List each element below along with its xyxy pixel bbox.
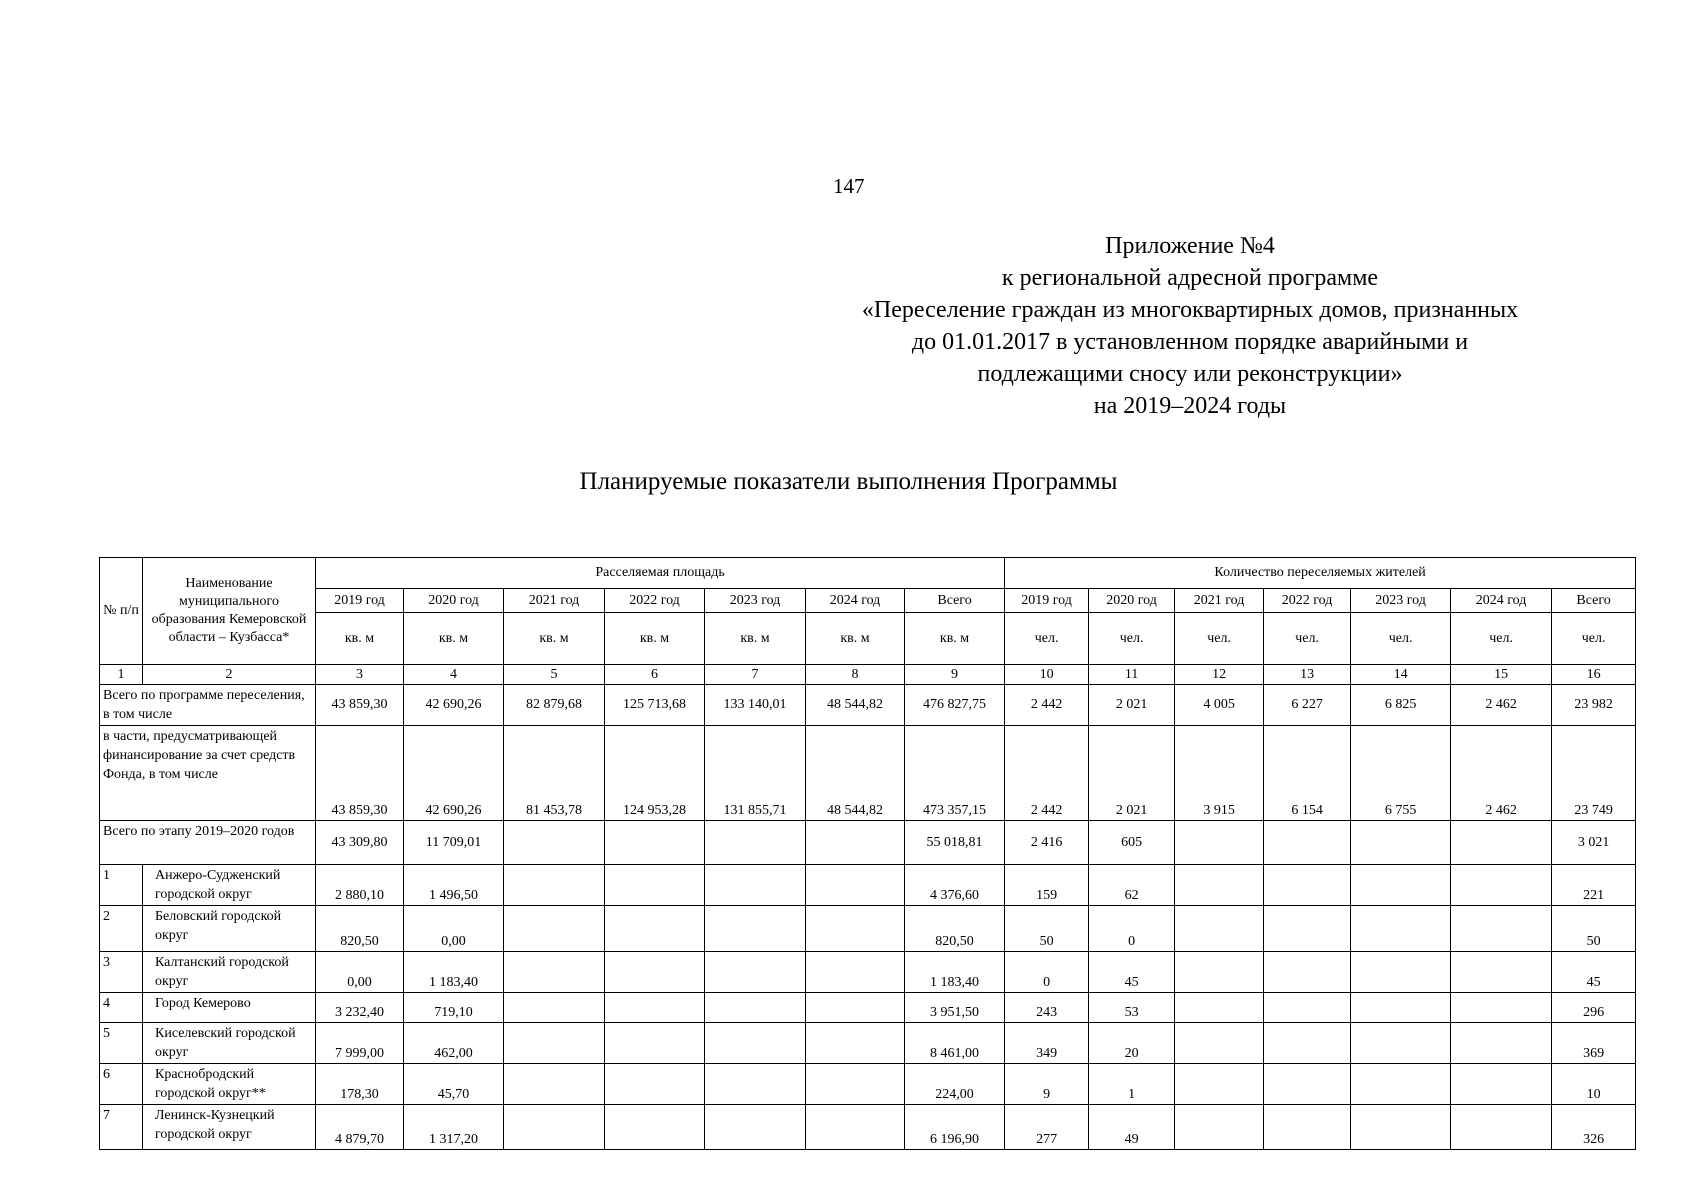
header-area-year: 2023 год bbox=[705, 589, 806, 613]
area-cell bbox=[705, 906, 806, 952]
area-cell: 43 309,80 bbox=[316, 821, 404, 865]
residents-cell: 6 825 bbox=[1351, 685, 1451, 726]
residents-cell bbox=[1351, 1064, 1451, 1105]
residents-cell: 277 bbox=[1005, 1105, 1089, 1150]
table-row bbox=[100, 1023, 1636, 1064]
residents-cell: 296 bbox=[1552, 993, 1636, 1023]
area-cell: 0,00 bbox=[316, 952, 404, 993]
municipality-name: Ленинск-Кузнецкий городской округ bbox=[143, 1105, 316, 1150]
header-residents-year: 2024 год bbox=[1451, 589, 1552, 613]
area-cell bbox=[504, 1105, 605, 1150]
row-number: 5 bbox=[100, 1023, 143, 1064]
residents-cell bbox=[1264, 906, 1351, 952]
area-cell: 43 859,30 bbox=[316, 726, 404, 821]
area-cell: 11 709,01 bbox=[404, 821, 504, 865]
header-residents-year: 2021 год bbox=[1175, 589, 1264, 613]
document-title: Планируемые показатели выполнения Программы bbox=[579, 468, 1118, 495]
header-residents-year: Всего bbox=[1552, 589, 1636, 613]
municipality-name: Город Кемерово bbox=[143, 993, 316, 1023]
residents-cell bbox=[1351, 1023, 1451, 1064]
residents-cell bbox=[1175, 821, 1264, 865]
header-residents-unit: чел. bbox=[1451, 613, 1552, 665]
appendix-line: до 01.01.2017 в установленном порядке аварийными и bbox=[911, 329, 1469, 355]
header-area-year: 2020 год bbox=[404, 589, 504, 613]
appendix-line: к региональной адресной программе bbox=[1001, 265, 1379, 291]
area-cell: 462,00 bbox=[404, 1023, 504, 1064]
area-cell bbox=[504, 906, 605, 952]
residents-cell: 6 755 bbox=[1351, 726, 1451, 821]
residents-cell: 605 bbox=[1089, 821, 1175, 865]
header-residents-unit: чел. bbox=[1552, 613, 1636, 665]
residents-cell bbox=[1351, 906, 1451, 952]
area-cell bbox=[806, 952, 905, 993]
header-years-row bbox=[100, 589, 1636, 613]
area-cell: 4 879,70 bbox=[316, 1105, 404, 1150]
header-col-number: 3 bbox=[316, 665, 404, 685]
header-residents-unit: чел. bbox=[1351, 613, 1451, 665]
area-cell: 43 859,30 bbox=[316, 685, 404, 726]
area-cell: 3 951,50 bbox=[905, 993, 1005, 1023]
header-residents-unit: чел. bbox=[1005, 613, 1089, 665]
header-area-unit: кв. м bbox=[605, 613, 705, 665]
residents-cell bbox=[1451, 993, 1552, 1023]
residents-cell: 0 bbox=[1005, 952, 1089, 993]
header-residents-unit: чел. bbox=[1264, 613, 1351, 665]
residents-cell bbox=[1451, 952, 1552, 993]
appendix-line: на 2019–2024 годы bbox=[1093, 393, 1287, 419]
area-cell bbox=[806, 821, 905, 865]
residents-cell: 2 442 bbox=[1005, 685, 1089, 726]
area-cell: 42 690,26 bbox=[404, 726, 504, 821]
row-number: 3 bbox=[100, 952, 143, 993]
residents-cell: 53 bbox=[1089, 993, 1175, 1023]
header-colnum-row bbox=[100, 665, 1636, 685]
area-cell: 1 183,40 bbox=[905, 952, 1005, 993]
area-cell bbox=[504, 821, 605, 865]
residents-cell bbox=[1175, 1105, 1264, 1150]
header-area-year: 2022 год bbox=[605, 589, 705, 613]
summary-row bbox=[100, 821, 1636, 865]
residents-cell bbox=[1351, 952, 1451, 993]
summary-label: Всего по программе переселения, в том числе bbox=[100, 685, 316, 726]
area-cell bbox=[504, 1023, 605, 1064]
residents-cell bbox=[1351, 865, 1451, 906]
area-cell: 55 018,81 bbox=[905, 821, 1005, 865]
header-area-unit: кв. м bbox=[905, 613, 1005, 665]
area-cell bbox=[705, 1105, 806, 1150]
area-cell bbox=[705, 865, 806, 906]
area-cell bbox=[705, 1023, 806, 1064]
area-cell bbox=[504, 865, 605, 906]
header-col-number: 16 bbox=[1552, 665, 1636, 685]
area-cell bbox=[605, 993, 705, 1023]
header-col-number: 1 bbox=[100, 665, 143, 685]
residents-cell: 23 982 bbox=[1552, 685, 1636, 726]
area-cell bbox=[504, 1064, 605, 1105]
header-col-number: 12 bbox=[1175, 665, 1264, 685]
table-row bbox=[100, 952, 1636, 993]
area-cell: 124 953,28 bbox=[605, 726, 705, 821]
area-cell: 473 357,15 bbox=[905, 726, 1005, 821]
residents-cell: 62 bbox=[1089, 865, 1175, 906]
area-cell: 224,00 bbox=[905, 1064, 1005, 1105]
residents-cell: 20 bbox=[1089, 1023, 1175, 1064]
area-cell bbox=[504, 952, 605, 993]
area-cell: 178,30 bbox=[316, 1064, 404, 1105]
area-cell bbox=[806, 1023, 905, 1064]
area-cell bbox=[806, 1064, 905, 1105]
residents-cell bbox=[1264, 865, 1351, 906]
municipality-name: Краснобродский городской округ** bbox=[143, 1064, 316, 1105]
residents-cell bbox=[1175, 1023, 1264, 1064]
residents-cell bbox=[1264, 821, 1351, 865]
header-area-year: 2024 год bbox=[806, 589, 905, 613]
header-residents-year: 2022 год bbox=[1264, 589, 1351, 613]
area-cell bbox=[605, 952, 705, 993]
area-cell: 6 196,90 bbox=[905, 1105, 1005, 1150]
header-residents-year: 2020 год bbox=[1089, 589, 1175, 613]
area-cell: 131 855,71 bbox=[705, 726, 806, 821]
residents-cell bbox=[1175, 993, 1264, 1023]
header-col-number: 7 bbox=[705, 665, 806, 685]
appendix-line: Приложение №4 bbox=[1105, 233, 1275, 259]
area-cell: 8 461,00 bbox=[905, 1023, 1005, 1064]
table-row bbox=[100, 1064, 1636, 1105]
area-cell bbox=[705, 821, 806, 865]
residents-cell: 349 bbox=[1005, 1023, 1089, 1064]
table-row bbox=[100, 906, 1636, 952]
residents-cell: 2 442 bbox=[1005, 726, 1089, 821]
residents-cell: 221 bbox=[1552, 865, 1636, 906]
residents-cell: 50 bbox=[1552, 906, 1636, 952]
area-cell: 1 183,40 bbox=[404, 952, 504, 993]
residents-cell: 10 bbox=[1552, 1064, 1636, 1105]
page-number: 147 bbox=[833, 174, 865, 198]
area-cell bbox=[705, 993, 806, 1023]
residents-cell: 243 bbox=[1005, 993, 1089, 1023]
residents-cell bbox=[1175, 952, 1264, 993]
residents-cell bbox=[1351, 1105, 1451, 1150]
residents-cell bbox=[1451, 821, 1552, 865]
area-cell bbox=[806, 993, 905, 1023]
residents-cell: 0 bbox=[1089, 906, 1175, 952]
residents-cell bbox=[1175, 1064, 1264, 1105]
header-area-year: 2021 год bbox=[504, 589, 605, 613]
residents-cell bbox=[1175, 865, 1264, 906]
area-cell: 125 713,68 bbox=[605, 685, 705, 726]
header-area-unit: кв. м bbox=[705, 613, 806, 665]
header-col-number: 9 bbox=[905, 665, 1005, 685]
residents-cell: 9 bbox=[1005, 1064, 1089, 1105]
summary-label: Всего по этапу 2019–2020 годов bbox=[100, 821, 316, 865]
residents-cell bbox=[1351, 993, 1451, 1023]
area-cell: 1 317,20 bbox=[404, 1105, 504, 1150]
header-col-number: 10 bbox=[1005, 665, 1089, 685]
header-residents-group: Количество переселяемых жителей bbox=[1005, 558, 1636, 589]
header-residents-year: 2019 год bbox=[1005, 589, 1089, 613]
municipality-name: Беловский городской округ bbox=[143, 906, 316, 952]
area-cell: 4 376,60 bbox=[905, 865, 1005, 906]
residents-cell: 2 462 bbox=[1451, 685, 1552, 726]
area-cell: 2 880,10 bbox=[316, 865, 404, 906]
residents-cell bbox=[1451, 1023, 1552, 1064]
residents-cell: 6 154 bbox=[1264, 726, 1351, 821]
row-number: 7 bbox=[100, 1105, 143, 1150]
residents-cell: 1 bbox=[1089, 1064, 1175, 1105]
area-cell: 7 999,00 bbox=[316, 1023, 404, 1064]
area-cell bbox=[705, 1064, 806, 1105]
residents-cell bbox=[1451, 865, 1552, 906]
area-cell: 0,00 bbox=[404, 906, 504, 952]
residents-cell bbox=[1264, 993, 1351, 1023]
residents-cell: 2 021 bbox=[1089, 685, 1175, 726]
residents-cell bbox=[1451, 906, 1552, 952]
residents-cell bbox=[1264, 952, 1351, 993]
residents-cell: 369 bbox=[1552, 1023, 1636, 1064]
area-cell: 48 544,82 bbox=[806, 685, 905, 726]
row-number: 2 bbox=[100, 906, 143, 952]
municipality-name: Киселевский городской округ bbox=[143, 1023, 316, 1064]
residents-cell: 49 bbox=[1089, 1105, 1175, 1150]
area-cell: 3 232,40 bbox=[316, 993, 404, 1023]
residents-cell: 6 227 bbox=[1264, 685, 1351, 726]
header-col-number: 5 bbox=[504, 665, 605, 685]
table-row bbox=[100, 993, 1636, 1023]
area-cell: 42 690,26 bbox=[404, 685, 504, 726]
area-cell: 820,50 bbox=[316, 906, 404, 952]
residents-cell: 3 915 bbox=[1175, 726, 1264, 821]
header-col-number: 2 bbox=[143, 665, 316, 685]
residents-cell: 159 bbox=[1005, 865, 1089, 906]
area-cell: 1 496,50 bbox=[404, 865, 504, 906]
residents-cell: 3 021 bbox=[1552, 821, 1636, 865]
area-cell bbox=[705, 952, 806, 993]
area-cell bbox=[806, 1105, 905, 1150]
area-cell: 476 827,75 bbox=[905, 685, 1005, 726]
header-col-number: 6 bbox=[605, 665, 705, 685]
area-cell bbox=[605, 906, 705, 952]
area-cell bbox=[806, 906, 905, 952]
header-col-number: 8 bbox=[806, 665, 905, 685]
residents-cell: 2 462 bbox=[1451, 726, 1552, 821]
row-number: 6 bbox=[100, 1064, 143, 1105]
residents-cell: 2 416 bbox=[1005, 821, 1089, 865]
header-col-number: 4 bbox=[404, 665, 504, 685]
area-cell: 45,70 bbox=[404, 1064, 504, 1105]
header-area-group: Расселяемая площадь bbox=[316, 558, 1005, 589]
summary-row bbox=[100, 685, 1636, 726]
area-cell bbox=[605, 865, 705, 906]
area-cell: 48 544,82 bbox=[806, 726, 905, 821]
appendix-heading bbox=[760, 230, 1620, 422]
area-cell bbox=[504, 993, 605, 1023]
table-row bbox=[100, 1105, 1636, 1150]
municipality-name: Калтанский городской округ bbox=[143, 952, 316, 993]
area-cell bbox=[605, 1023, 705, 1064]
header-area-year: Всего bbox=[905, 589, 1005, 613]
table-row bbox=[100, 865, 1636, 906]
summary-row bbox=[100, 726, 1636, 821]
header-area-unit: кв. м bbox=[806, 613, 905, 665]
residents-cell bbox=[1264, 1023, 1351, 1064]
header-col-number: 13 bbox=[1264, 665, 1351, 685]
residents-cell: 45 bbox=[1089, 952, 1175, 993]
area-cell bbox=[605, 1064, 705, 1105]
area-cell: 81 453,78 bbox=[504, 726, 605, 821]
summary-label: в части, предусматривающей финансирование за счет средств Фонда, в том числе bbox=[100, 726, 316, 821]
area-cell bbox=[605, 821, 705, 865]
header-residents-unit: чел. bbox=[1175, 613, 1264, 665]
area-cell: 133 140,01 bbox=[705, 685, 806, 726]
header-residents-unit: чел. bbox=[1089, 613, 1175, 665]
header-num: № п/п bbox=[100, 558, 143, 665]
residents-cell: 326 bbox=[1552, 1105, 1636, 1150]
row-number: 4 bbox=[100, 993, 143, 1023]
residents-cell bbox=[1264, 1105, 1351, 1150]
appendix-line: подлежащими сносу или реконструкции» bbox=[977, 361, 1403, 387]
residents-cell: 45 bbox=[1552, 952, 1636, 993]
residents-cell: 50 bbox=[1005, 906, 1089, 952]
area-cell: 82 879,68 bbox=[504, 685, 605, 726]
header-col-number: 15 bbox=[1451, 665, 1552, 685]
residents-cell: 4 005 bbox=[1175, 685, 1264, 726]
header-area-unit: кв. м bbox=[404, 613, 504, 665]
residents-cell: 23 749 bbox=[1552, 726, 1636, 821]
residents-cell bbox=[1351, 821, 1451, 865]
header-col-number: 11 bbox=[1089, 665, 1175, 685]
residents-cell bbox=[1264, 1064, 1351, 1105]
municipality-name: Анжеро-Судженский городской округ bbox=[143, 865, 316, 906]
header-area-unit: кв. м bbox=[316, 613, 404, 665]
header-col-number: 14 bbox=[1351, 665, 1451, 685]
area-cell: 719,10 bbox=[404, 993, 504, 1023]
residents-cell bbox=[1175, 906, 1264, 952]
area-cell: 820,50 bbox=[905, 906, 1005, 952]
appendix-line: «Переселение граждан из многоквартирных домов, признанных bbox=[861, 297, 1519, 323]
header-name: Наименование муниципального образования Кемеровской области – Кузбасса* bbox=[143, 558, 316, 665]
header-area-year: 2019 год bbox=[316, 589, 404, 613]
residents-cell: 2 021 bbox=[1089, 726, 1175, 821]
header-residents-year: 2023 год bbox=[1351, 589, 1451, 613]
indicators-table bbox=[99, 557, 1636, 1150]
residents-cell bbox=[1451, 1064, 1552, 1105]
area-cell bbox=[605, 1105, 705, 1150]
header-area-unit: кв. м bbox=[504, 613, 605, 665]
residents-cell bbox=[1451, 1105, 1552, 1150]
header-units-row bbox=[100, 613, 1636, 665]
area-cell bbox=[806, 865, 905, 906]
row-number: 1 bbox=[100, 865, 143, 906]
